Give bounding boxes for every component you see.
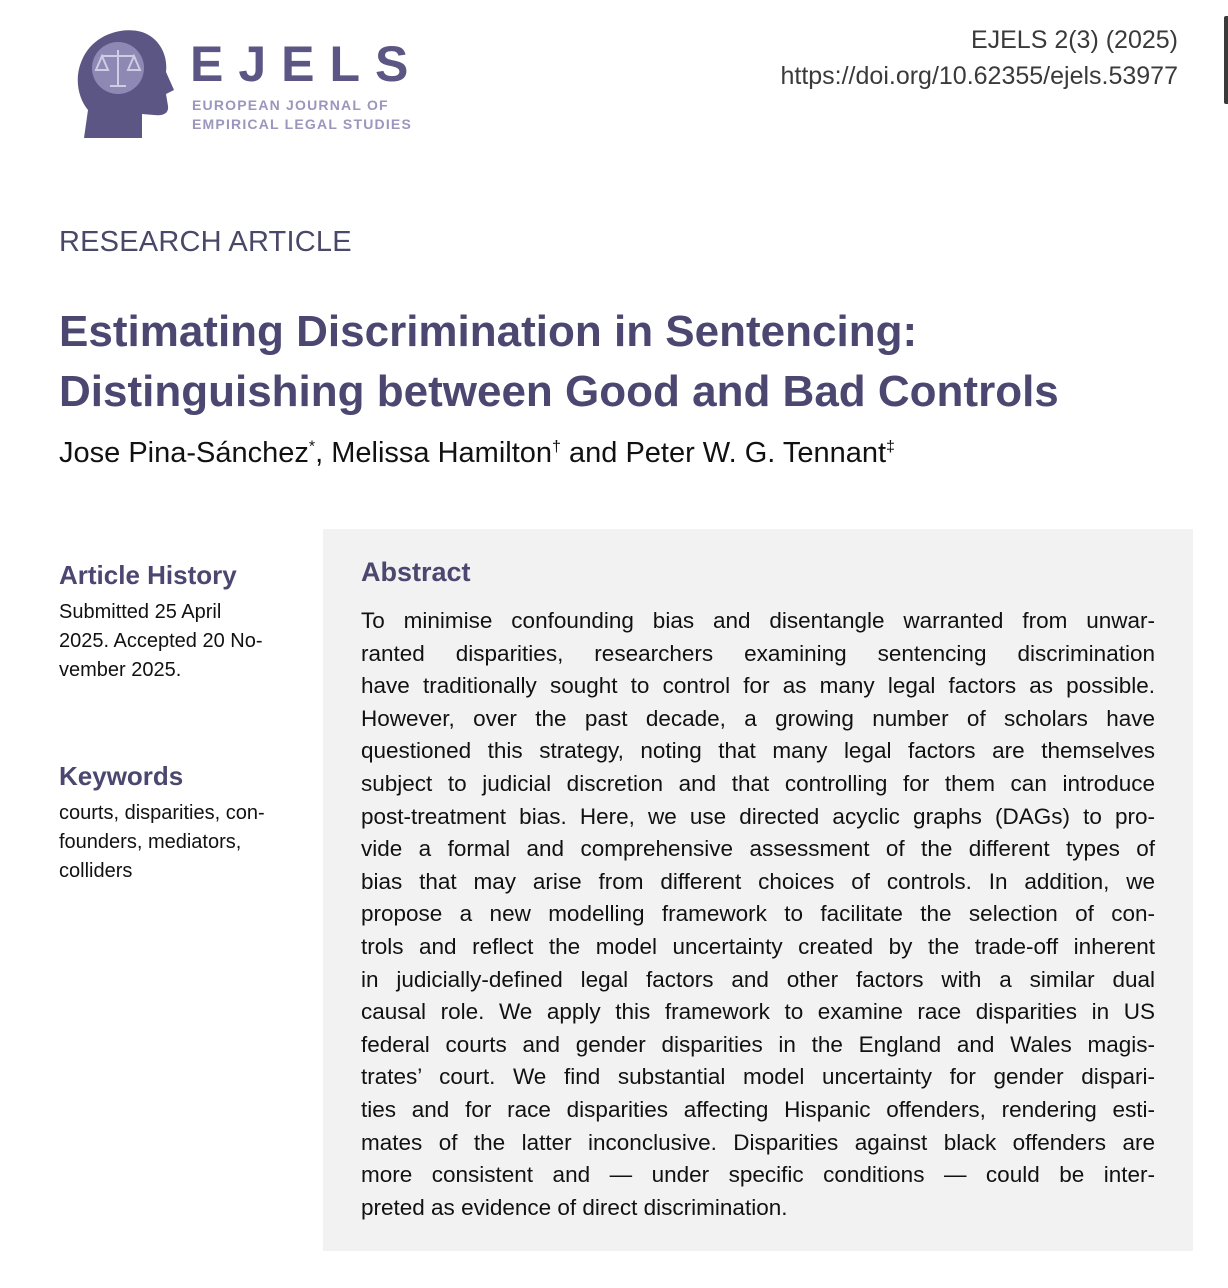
abstract-line: vide a formal and comprehensive assessment of the different types of <box>361 836 1155 862</box>
author-name: Melissa Hamilton <box>331 437 553 469</box>
abstract-line: questioned this strategy, noting that many legal factors are themselves <box>361 738 1155 764</box>
article-type: RESEARCH ARTICLE <box>59 226 352 258</box>
keywords <box>59 759 299 886</box>
article-meta <box>780 22 1178 94</box>
article-history-text <box>59 598 299 685</box>
keywords-text <box>59 799 299 886</box>
abstract-line: bias that may arise from different choices of controls. In addition, we <box>361 868 1155 894</box>
article-title <box>59 302 1189 422</box>
abstract-line: subject to judicial discretion and that controlling for them can introduce <box>361 770 1155 796</box>
article-title-line-2: Distinguishing between Good and Bad Controls <box>59 367 1059 416</box>
journal-full-name <box>192 96 412 134</box>
abstract-line: propose a new modelling framework to facilitate the selection of con- <box>361 901 1155 927</box>
keywords-line: colliders <box>59 860 133 882</box>
abstract-line: trates’ court. We find substantial model uncertainty for gender dispari- <box>361 1064 1155 1090</box>
author-name: Peter W. G. Tennant <box>625 437 887 469</box>
author-name: Jose Pina-Sánchez <box>59 437 309 469</box>
abstract-line: ties and for race disparities affecting Hispanic offenders, rendering esti- <box>361 1096 1155 1122</box>
keywords-line: founders, mediators, <box>59 831 242 853</box>
article-history <box>59 558 299 685</box>
abstract-line: preted as evidence of direct discrimination. <box>361 1194 788 1220</box>
article-history-heading: Article History <box>59 560 237 590</box>
window-edge <box>1224 16 1228 104</box>
journal-logo <box>76 26 424 146</box>
abstract-heading: Abstract <box>361 557 471 587</box>
doi-link[interactable]: https://doi.org/10.62355/ejels.53977 <box>780 62 1178 90</box>
abstract-text <box>361 605 1155 1224</box>
abstract-line: post-treatment bias. Here, we use directed acyclic graphs (DAGs) to pro- <box>361 803 1155 829</box>
journal-citation: EJELS 2(3) (2025) <box>970 26 1178 54</box>
abstract-line: in judicially-defined legal factors and other factors with a similar dual <box>361 966 1155 992</box>
author-separator: , <box>315 437 332 469</box>
author-mark: † <box>552 438 561 456</box>
keywords-heading: Keywords <box>59 761 184 791</box>
journal-logo-name: EJELS <box>190 36 424 92</box>
history-line: vember 2025. <box>59 659 182 681</box>
history-line: Submitted 25 April <box>59 601 222 623</box>
author-mark: * <box>308 438 316 456</box>
head-scales-icon <box>76 26 176 141</box>
abstract-line: have traditionally sought to control for as many legal factors as possible. <box>361 673 1155 699</box>
article-title-line-1: Estimating Discrimination in Sentencing: <box>59 307 918 356</box>
journal-full-name-line-1: EUROPEAN JOURNAL OF <box>192 97 389 113</box>
abstract-line: However, over the past decade, a growing number of scholars have <box>361 705 1155 731</box>
journal-full-name-line-2: EMPIRICAL LEGAL STUDIES <box>192 116 412 132</box>
author-list <box>59 437 895 470</box>
abstract-line: trols and reflect the model uncertainty created by the trade-off inherent <box>361 933 1155 959</box>
abstract-line: federal courts and gender disparities in the England and Wales magis- <box>361 1031 1155 1057</box>
author-separator: and <box>560 437 626 469</box>
abstract-line: To minimise confounding bias and disentangle warranted from unwar- <box>361 608 1155 633</box>
abstract-panel <box>323 529 1193 1251</box>
author-mark: ‡ <box>886 438 895 456</box>
abstract-line: more consistent and — under specific conditions — could be inter- <box>361 1162 1155 1188</box>
history-line: 2025. Accepted 20 No- <box>59 630 263 652</box>
abstract-line: ranted disparities, researchers examining sentencing discrimination <box>361 640 1155 666</box>
keywords-line: courts, disparities, con- <box>59 802 265 824</box>
abstract-line: mates of the latter inconclusive. Disparities against black offenders are <box>361 1129 1155 1155</box>
abstract-line: causal role. We apply this framework to examine race disparities in US <box>361 999 1155 1025</box>
